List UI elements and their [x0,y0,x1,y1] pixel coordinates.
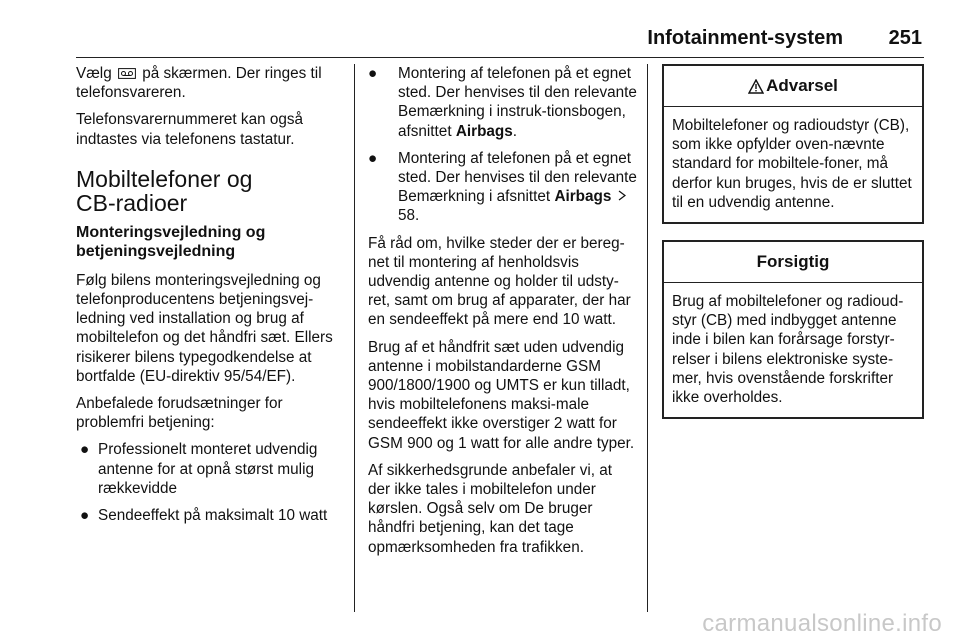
caution-header [664,242,922,283]
keyword: Airbags [455,122,513,140]
heading-line: CB-radioer [76,189,188,216]
paragraph: Anbefalede forudsætninger for problemfri betjening: [76,395,283,432]
keyword: Airbags [554,188,612,206]
caution-box [662,240,924,419]
punctuation: . [512,122,518,140]
subheading: Monteringsvejledning og betjeningsvejledning [76,223,266,260]
list-item-text: Sendeeffekt på maksimalt 10 watt [98,507,328,525]
column-2 [368,64,638,565]
caution-text: Brug af mobiltelefoner og radioud-styr (CB) med indbygget antenne inde i bilen kan forårsage forstyr-relser i bilens elektroniske syste-mer, hvis ovenstående forskrifter ikke overholdes. [672,293,904,407]
column-divider-2 [647,64,648,612]
watermark: carmanualsonline.info [702,610,942,637]
section-heading [76,167,344,215]
bullet-icon: ● [368,149,378,167]
header-divider [76,57,924,58]
list-item [76,506,344,525]
caution-title: Forsigtig [756,252,830,272]
bullet-icon: ● [80,441,90,459]
voicemail-icon [118,68,136,79]
page-number: 251 [888,27,922,49]
warning-title: Advarsel [766,76,838,96]
bullet-icon: ● [368,65,378,82]
paragraph-voicemail [76,64,344,102]
text: Vælg [76,65,112,82]
list-item [76,440,344,498]
paragraph: Følg bilens monteringsvejledning og telefonproducentens betjeningsvej-ledning ved installation og brug af mobiltelefon og det håndfri sæt. Ellers risikerer bilens typegodkendelse at bortfalde (EU-direktiv 95/54/EF). [76,271,333,385]
paragraph: Brug af et håndfrit sæt uden udvendig antenne i mobilstandarderne GSM 900/1800/1900 og UMTS er kun tilladt, hvis mobiltelefonens maksi-male sendeeffekt ikke overstiger 2 watt for GSM 900 og 1 watt for alle andre typer. [368,338,635,452]
warning-triangle-icon [748,79,764,94]
heading-line: Mobiltelefoner og [76,165,253,192]
paragraph: Få råd om, hvilke steder der er bereg-net til montering af henholdsvis udvendig antenne og holder til udsty-ret, samt om brug af apparater, der har en sendeeffekt på mere end 10 watt. [368,234,631,329]
list-item-text: Professionelt monteret udvendig antenne for at opnå størst mulig rækkevidde [98,441,318,497]
warning-text: Mobiltelefoner og radioudstyr (CB), som ikke opfylder oven-nævnte standard for mobiltele-foner, må derfor kun bruges, hvis de er sluttet til en udvendig antenne. [672,117,912,211]
page-header [0,0,960,58]
warning-box [662,64,924,224]
paragraph: Telefonsvarernummeret kan også indtastes via telefonens tastatur. [76,111,304,148]
column-divider-1 [354,64,355,612]
list-item-text: Montering af telefonen på et egnet sted. Der henvises til den relevante Bemærkning i afsnittet [398,149,637,206]
list-item [368,149,638,226]
column-3 [662,64,924,435]
page-reference-link[interactable]: 58. [398,207,420,225]
section-title: Infotainment-system [647,27,843,49]
text: på skærmen. Der ringes til telefonsvareren. [76,65,322,102]
column-1 [76,64,344,533]
reference-arrow-icon [618,190,626,201]
list-item [368,64,638,141]
list-item-text: Montering af telefonen på et egnet sted. Der henvises til den relevante Bemærkning i instruk-tionsbogen, afsnittet [398,65,637,140]
warning-header [664,66,922,107]
bullet-icon: ● [80,507,90,525]
paragraph: Af sikkerhedsgrunde anbefaler vi, at der ikke tales i mobiltelefon under kørslen. Også selv om De bruger håndfri betjening, kan det tage opmærksomheden fra trafikken. [368,461,613,556]
